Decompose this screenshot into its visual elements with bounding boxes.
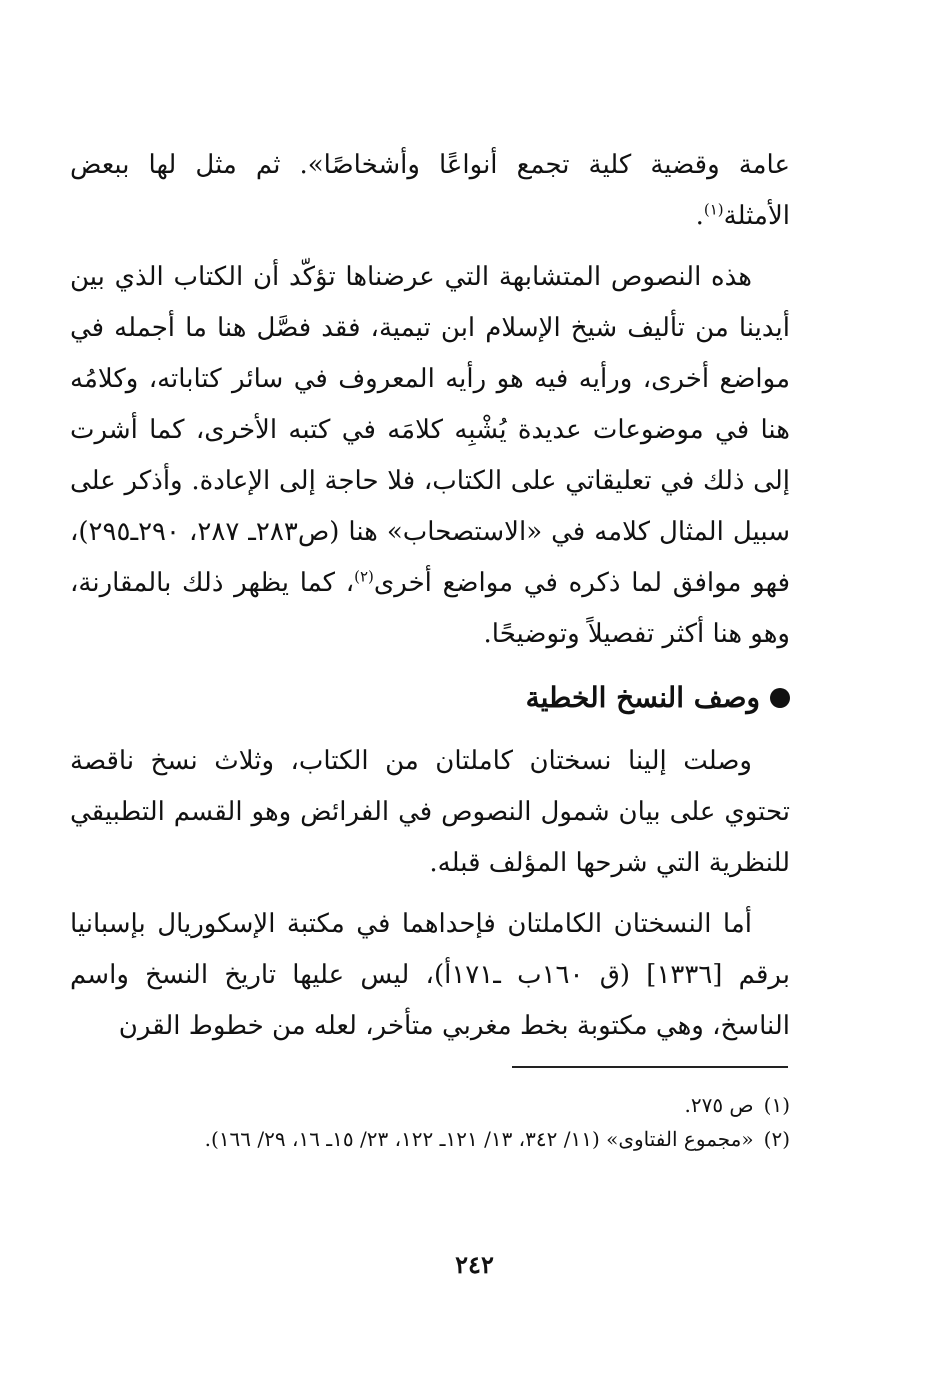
footnote-ref-1[interactable]: (١) [703,200,724,219]
footnote-divider [512,1066,788,1068]
paragraph-3: وصلت إلينا نسختان كاملتان من الكتاب، وثلاث نسخ ناقصة تحتوي على بيان شمول النصوص في الفرائض وهو القسم التطبيقي للنظرية التي شرحها المؤلف قبله. [70,746,790,878]
footnote-1-number: (١) [763,1093,790,1117]
footnote-1-text: ص ٢٧٥. [684,1093,754,1117]
footnote-ref-2[interactable]: (٢) [354,567,374,586]
section-heading-text: وصف النسخ الخطية [525,681,760,714]
page-body [70,140,790,1062]
paragraph-2 [70,252,790,660]
footnotes [70,1088,790,1156]
bullet-icon [770,688,790,708]
footnote-2-number: (٢) [763,1127,790,1151]
footnote-2-text: «مجموع الفتاوى» (١١/ ٣٤٢، ١٣/ ١٢١ـ ١٢٢، ٢٣/ ١٥ـ ١٦، ٢٩/ ١٦٦). [204,1127,754,1151]
paragraph-1-text: عامة وقضية كلية تجمع أنواعًا وأشخاصًا». ثم مثل لها ببعض الأمثلة [70,150,790,231]
section-heading [70,670,790,726]
paragraph-2-text: هذه النصوص المتشابهة التي عرضناها تؤكّد أن الكتاب الذي بين أيدينا من تأليف شيخ الإسلام ابن تيمية، فقد فصَّل هنا ما أجمله في مواضع أخرى، ورأيه فيه هو رأيه المعروف في سائر كتاباته، وكلامُه هنا في موضوعات عديدة يُشْبِه كلامَه في كتبه الأخرى، كما أشرت إلى ذلك في تعليقاتي على الكتاب، فلا حاجة إلى الإعادة. وأذكر على سبيل المثال كلامه في «الاستصحاب» هنا (ص٢٨٣ـ ٢٨٧، ٢٩٠ـ٢٩٥)، فهو موافق لما ذكره في مواضع أخرى [70,262,790,598]
paragraph-4: أما النسختان الكاملتان فإحداهما في مكتبة الإسكوريال بإسبانيا برقم [١٣٣٦] (ق ١٦٠ب ـ١٧١أ)، ليس عليها تاريخ النسخ واسم الناسخ، وهي مكتوبة بخط مغربي متأخر، لعله من خطوط القرن [70,909,790,1041]
footnote-1 [70,1088,790,1122]
page-number: ٢٤٢ [455,1250,494,1279]
paragraph-1 [70,140,790,242]
paragraph-2-end: ، كما يظهر ذلك بالمقارنة، وهو هنا أكثر تفصيلاً وتوضيحًا. [70,568,790,649]
paragraph-1-end: . [695,201,704,231]
footnote-2 [70,1122,790,1156]
